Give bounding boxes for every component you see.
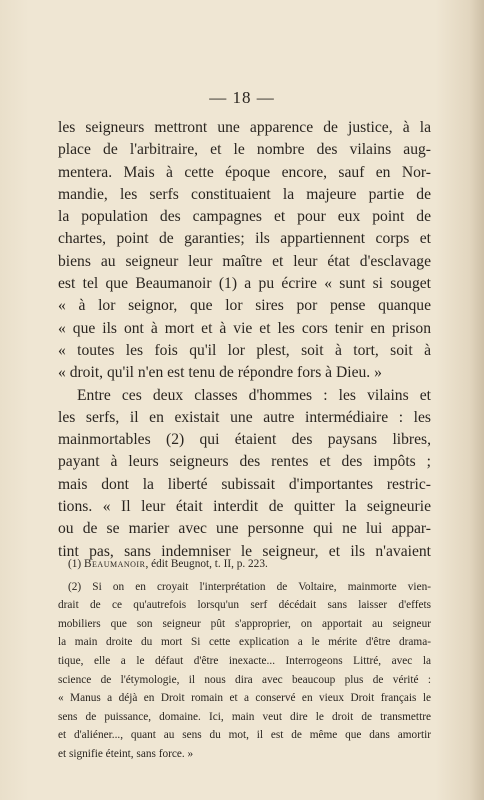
text-line: biens au seigneur leur maître et leur état d'esclavage — [58, 252, 431, 270]
footnote-line: « Manus a déjà en Droit romain et a conservé en vieux Droit français le — [58, 692, 431, 705]
text-line: ou de se marier avec une personne qui ne lui appar- — [58, 520, 431, 538]
text-line: « à lor seignor, que lor sires por pense quanque — [58, 297, 431, 315]
text-line: Entre ces deux classes d'hommes : les vilains et — [77, 386, 431, 404]
footnote-line: science de l'étymologie, il nous dira avec beaucoup plus de vérité : — [58, 673, 431, 686]
text-line: les seigneurs mettront une apparence de justice, à la — [58, 119, 431, 136]
footnote-1 — [58, 555, 431, 574]
footnote-line: tique, elle a le défaut d'être inexacte... Interrogeons Littré, avec la — [58, 654, 431, 667]
footnote-marker: (1) — [68, 558, 82, 570]
text-line: place de l'arbitraire, et le nombre des vilains aug- — [58, 141, 431, 159]
body-text — [58, 117, 431, 563]
text-line: « toutes les fois qu'il lor plest, soit à tort, soit à — [58, 341, 431, 359]
footnote-line: mobiliers que son seigneur pût s'approprier, on apportait au seigneur — [58, 617, 431, 630]
page-number: — 18 — — [209, 88, 275, 107]
text-line: mais dont la liberté subissait d'importantes restric- — [58, 475, 431, 493]
text-line: « que ils ont à mort et à vie et les cors tenir en prison — [58, 319, 431, 337]
text-line: chartes, point de garanties; ils appartiennent corps et — [58, 230, 431, 248]
text-line: tint pas, sans indemniser le seigneur, et ils n'avaient — [58, 542, 431, 560]
text-line: est tel que Beaumanoir (1) a pu écrire « sunt si souget — [58, 275, 431, 293]
footnote-line: et d'aliéner..., quant au sens du mot, il est de même que dans amortir — [58, 729, 431, 742]
footnote-line: et signifie éteint, sans force. » — [58, 747, 194, 760]
footnote-line: la main droite du mort Si cette explication a le mérite d'être drama- — [58, 636, 431, 649]
footnote-line: sens de puissance, domaine. Ici, main veut dire le droit de transmettre — [58, 710, 431, 723]
footnote-line: drait de ce qu'autrefois lorsqu'un serf décédait sans laisser d'effets — [58, 599, 431, 612]
footnote-line: (2) Si on en croyait l'interprétation de Voltaire, mainmorte vien- — [68, 580, 431, 593]
footnote-author: Beaumanoir — [84, 558, 146, 570]
text-line: mainmortables (2) qui étaient des paysans libres, — [58, 431, 431, 449]
text-line: payant à leurs seigneurs des rentes et des impôts ; — [58, 453, 431, 471]
text-line: mentera. Mais à cette époque encore, sauf en Nor- — [58, 163, 431, 181]
text-line: mandie, les serfs constituaient la majeure partie de — [58, 185, 431, 203]
footnotes — [58, 555, 431, 764]
text-line: les serfs, il en existait une autre intermédiaire : les — [58, 408, 431, 426]
text-line: « droit, qu'il n'en est tenu de répondre fors à Dieu. » — [58, 364, 382, 382]
footnote-citation: , édit Beugnot, t. II, p. 223. — [145, 558, 268, 570]
text-line: tions. « Il leur était interdit de quitter la seigneurie — [58, 498, 431, 516]
text-line: la population des campagnes et pour eux point de — [58, 208, 431, 226]
footnote-2 — [58, 578, 431, 764]
